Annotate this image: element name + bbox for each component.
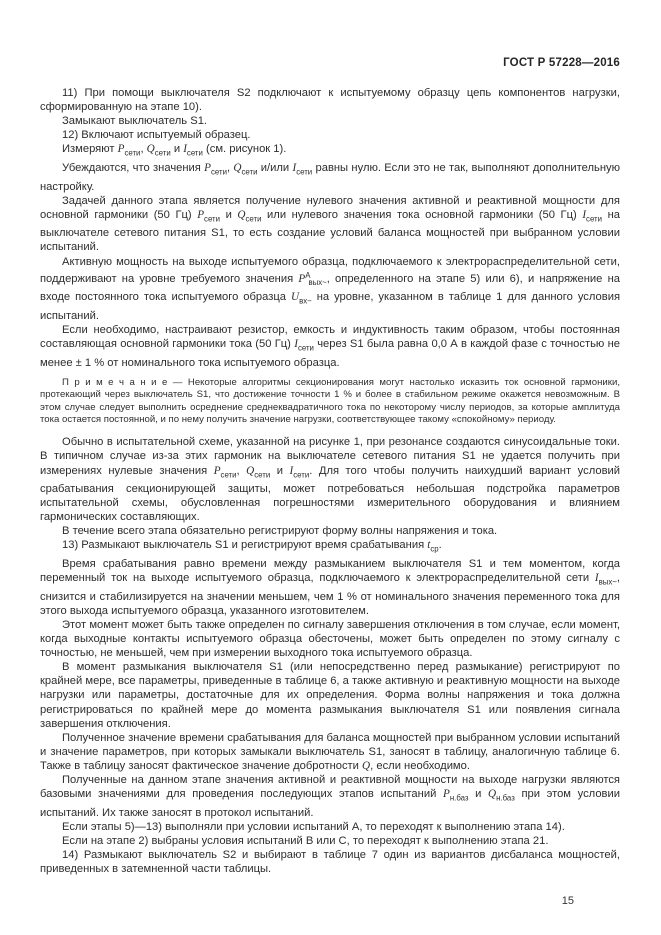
variable-symbol: I — [289, 464, 294, 477]
subscript: сети — [254, 470, 271, 480]
body-paragraph: Убеждаются, что значения $P_{сети}$, $Q_{сети}$ и/или $I_{сети}$ равны нулю. Если это не так, выполняют дополнительную настройку. — [40, 161, 620, 193]
page-number: 15 — [561, 895, 574, 908]
variable-symbol: I — [294, 337, 298, 350]
body-paragraph: 11) При помощи выключателя S2 подключают к испытуемому образцу цепь компонентов нагрузки, сформированную на этапе 10). — [40, 87, 620, 114]
document-body — [0, 70, 661, 876]
page-header — [0, 0, 661, 70]
body-paragraph: Если этапы 5)—13) выполняли при условии испытаний А, то переходят к выполнению этапа 14). — [62, 820, 565, 833]
variable-symbol: P — [442, 788, 450, 801]
body-paragraph: Полученное значение времени срабатывания для баланса мощностей при выбранном условии испытаний и значение параметров, при которых замыкали выключатель S1, заносят в таблицу, аналогичную таблице 6. Также в таблицу заносят фактическое значение добротности Q, если необходимо. — [40, 731, 620, 772]
subscript: сети — [245, 214, 262, 224]
subscript: ср — [430, 545, 439, 554]
body-paragraph: Активную мощность на выходе испытуемого образца, подключаемого к электрораспределительной сети, поддерживают на уровне требуемого значения $P^А_{вых\sim}$, определенного на этапе 5) или 6), и напряжение на входе постоянного тока испытуемого образца $U_{вх-}$ на уровне, указанном в таблице 1 для данного условия испытаний. — [40, 255, 621, 322]
subscript: вых~ — [308, 278, 327, 288]
body-paragraph: Полученные на данном этапе значения активной и реактивной мощности на выходе нагрузки являются базовыми значениями для проведения последующих этапов испытаний $P_{н.баз}$ и $Q_{н.баз}$ при этом условии испытаний. Их также заносят в протокол испытаний. — [40, 774, 621, 819]
variable-symbol: P — [197, 208, 205, 221]
subscript: сети — [154, 148, 171, 158]
superscript: А — [305, 270, 311, 280]
subscript: сети — [211, 167, 227, 177]
variable-symbol: P — [298, 272, 306, 285]
subscript: сети — [186, 148, 203, 158]
variable-symbol: Q — [488, 788, 497, 801]
page-footer — [0, 876, 661, 907]
variable-symbol: I — [594, 572, 599, 585]
variable-symbol: Q — [237, 208, 246, 221]
variable-symbol: I — [292, 161, 297, 174]
body-paragraph: Измеряют $P_{сети}$, $Q_{сети}$ и $I_{сети}$ (см. рисунок 1). — [62, 143, 287, 158]
variable-symbol: P — [117, 143, 125, 156]
variable-symbol: U — [290, 291, 300, 304]
subscript: сети — [293, 470, 310, 480]
subscript: н.баз — [496, 793, 515, 803]
subscript: сети — [124, 148, 141, 158]
subscript: вых~ — [598, 577, 617, 587]
variable-symbol: Q — [146, 143, 155, 156]
variable-symbol: Q — [246, 464, 255, 477]
variable-symbol: Q — [362, 759, 371, 772]
subscript: вх− — [299, 296, 312, 306]
body-paragraph: В момент размыкания выключателя S1 (или непосредственно перед размыкание) регистрируют по крайней мере, все параметры, приведенные в таблице 6, а также активную и реактивную мощности на выходе нагрузки или параметры, достаточные для их определения. Форма волны напряжения и тока должна регистрироваться по крайней мере до момента размыкания выключателя S1 или появления сигнала завершения отключения. — [40, 661, 620, 730]
standard-number: ГОСТ Р 57228—2016 — [503, 57, 620, 69]
variable-symbol: t — [427, 539, 431, 552]
subscript: сети — [296, 167, 313, 177]
subscript: сети — [241, 167, 258, 177]
body-paragraph: Обычно в испытательной схеме, указанной на рисунке 1, при резонансе создаются синусоидальные токи. В типичном случае из-за этих гармоник на выключателе сетевого питания S1 не удается получить при измерениях нулевые значения $P_{сети}$, $Q_{сети}$ и $I_{сети}$. Для того чтобы получить наихудший вариант условий срабатывания секционирующей защиты, может потребоваться небольшая подстройка параметров испытательной схемы, обусловленная погрешностями измерительного оборудования и влиянием гармонических составляющих. — [40, 436, 621, 524]
body-paragraph: 12) Включают испытуемый образец. — [62, 129, 251, 142]
subscript: н.баз — [449, 793, 469, 803]
variable-symbol: Q — [233, 161, 242, 174]
note-paragraph: П р и м е ч а н и е — Некоторые алгоритмы секционирования могут настолько исказить ток основной гармоники, протекающий через выключатель S1, что достижение точности 1 % и более в стабильном режиме окажется невозможным. В этом случае следует выполнить осреднение среднеквадратичного тока по некоторому числу периодов, за которые амплитуда тока остается постоянной, и по нему получить значение нагрузки, соответствующее такому «спокойному» периоду. — [40, 376, 620, 425]
subscript: сети — [204, 214, 221, 224]
body-paragraph: Этот момент может быть также определен по сигналу завершения отключения в том случае, если момент, когда выходные контакты испытуемого образца обесточены, может быть определен по этому сигналу с точностью, не меньшей, чем при измерении выходного тока испытуемого образца. — [40, 618, 620, 660]
body-paragraph: В течение всего этапа обязательно регистрируют форму волны напряжения и тока. — [62, 525, 498, 538]
body-paragraph: 14) Размыкают выключатель S2 и выбирают в таблице 7 один из вариантов дисбаланса мощностей, приведенных в затемненной части таблицы. — [40, 849, 620, 876]
subscript: сети — [586, 214, 603, 224]
subscript: сети — [220, 470, 237, 480]
variable-symbol: P — [213, 464, 221, 477]
body-paragraph: 13) Размыкают выключатель S1 и регистрируют время срабатывания $t_{ср}$. — [62, 539, 442, 554]
subscript: сети — [297, 343, 314, 353]
body-paragraph: Задачей данного этапа является получение нулевого значения активной и реактивной мощности для основной гармоники (50 Гц) $P_{сети}$ и $Q_{сети}$ или нулевого значения тока основной гармоники (50 Гц) $I_{сети}$ на выключателе сетевого питания S1, то есть создание условий баланса мощностей при выбранном условии испытаний. — [40, 194, 620, 254]
body-paragraph: Если на этапе 2) выбраны условия испытаний В или С, то переходят к выполнению этапа 21. — [62, 834, 549, 847]
body-paragraph: Время срабатывания равно времени между размыканием выключателя S1 и тем моментом, когда переменный ток на выходе испытуемого образца, подключаемого к электрораспределительной сети $I_{вых\sim}$, снизится и стабилизируется на значении меньшем, чем 1 % от номинального значения переменного тока для этого выхода испытуемого образца, указанного изготовителем. — [40, 558, 620, 617]
variable-symbol: I — [183, 143, 187, 156]
body-paragraph: Если необходимо, настраивают резистор, емкость и индуктивность таким образом, чтобы постоянная составляющая основной гармоники тока (50 Гц) $I_{сети}$ через S1 была равна 0,0 А в каждой фазе с точностью не менее ± 1 % от номинального тока испытуемого образца. — [40, 323, 620, 369]
body-paragraph: Замыкают выключатель S1. — [62, 115, 208, 128]
variable-symbol: P — [204, 161, 212, 174]
variable-symbol: I — [582, 208, 587, 221]
